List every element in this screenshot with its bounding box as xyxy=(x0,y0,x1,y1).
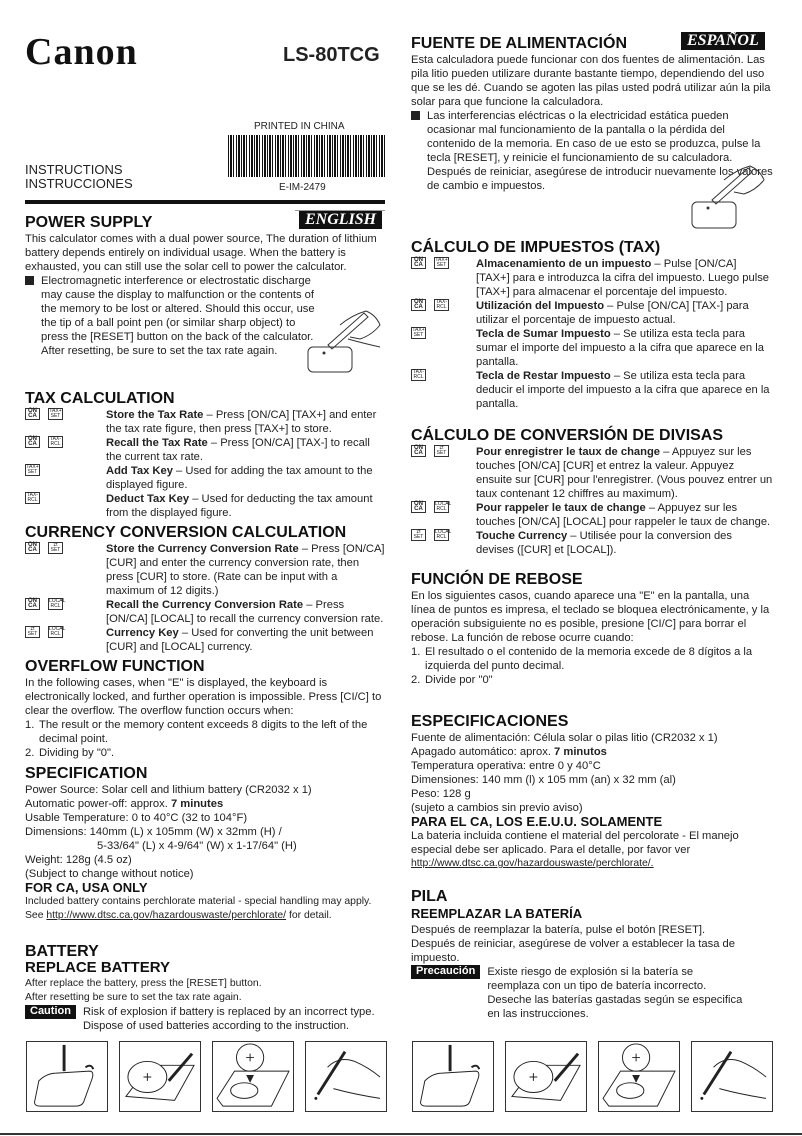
power-supply-section-es: FUENTE DE ALIMENTACIÓN Esta calculadora puede funcionar con dos fuentes de alimentación. Las pila litio pueden utilizare durante bastante tiempo, dependiendo del uso que se les dé. Cuando se agoten las pilas usted podrá utilizar aún la pila solar para que funcione la calculadora. Las interferencias eléctricas o la electricidad estática pueden ocasionar mal funcionamiento de la pantalla o la pérdida del contenido de la memoria. En caso de ue esto se produzca, pulse la tecla [RESET], y reinicie el funcionamiento de su calculadora. Después de reiniciar, asegúrese de introducir nuevamente los valores de cambio e impuestos. xyxy=(411,35,773,192)
perchlorate-link[interactable]: http://www.dtsc.ca.gov/hazardouswaste/perchlorate/. xyxy=(411,858,654,869)
currency-key-icon: ⇄ SET xyxy=(48,542,63,554)
caution-note: Caution Risk of explosion if battery is replaced by an incorrect type. Dispose of used batteries according to the instruction. xyxy=(25,1005,385,1033)
battery-steps-en xyxy=(26,1041,387,1112)
section-title: BATTERY xyxy=(25,943,99,960)
section-title: OVERFLOW FUNCTION xyxy=(25,658,205,675)
instructions-es: INSTRUCCIONES xyxy=(25,176,133,191)
remove-screw-icon xyxy=(26,1041,108,1112)
currency-section-es xyxy=(411,428,773,557)
currency-item-recall: ON CA LOCAL RCL Pour rappeler le taux de change – Appuyez sur les touches [ON/CA] [LOCAL] pour rappeler le taux de change. xyxy=(411,501,773,529)
tax-minus-key-icon: TAX- RCL xyxy=(435,299,448,310)
section-title: ESPECIFICACIONES xyxy=(411,713,569,730)
battery-section-es: PILA REEMPLAZAR LA BATERÍA Después de reemplazar la batería, pulse el botón [RESET]. Después de reiniciar, asegúrese de volver a establecer la tasa de impuesto. Precaución Existe riesgo de explosión si la batería se reemplaza con un tipo de batería incorrecto. Deseche las baterías gastadas según se especifica en las instrucciones. xyxy=(411,889,773,1021)
tax-plus-key-icon: TAX+ SET xyxy=(49,408,62,419)
tax-plus-key-icon: TAX+ SET xyxy=(412,327,425,338)
currency-key-icon: ⇄ SET xyxy=(434,445,449,457)
section-title: FUENTE DE ALIMENTACIÓN xyxy=(411,35,627,52)
section-title: SPECIFICATION xyxy=(25,765,148,782)
tax-calculation-section-en xyxy=(25,391,385,520)
tax-minus-key-icon: TAX- RCL xyxy=(412,369,425,380)
local-key-icon: LOCAL RCL xyxy=(49,598,66,609)
on-ca-key-icon: ON CA xyxy=(25,598,40,610)
tax-plus-key-icon: TAX+ SET xyxy=(435,257,448,268)
on-ca-key-icon: ON CA xyxy=(25,436,40,448)
currency-item-key: ⇄ SET LOCAL RCL Touche Currency – Utilisée pour la conversion des devises ([CUR] et [LOCAL]). xyxy=(411,529,773,557)
tax-minus-key-icon: TAX- RCL xyxy=(49,436,62,447)
section-title: PILA xyxy=(411,888,448,905)
section-title: CURRENCY CONVERSION CALCULATION xyxy=(25,524,347,541)
section-title: POWER SUPPLY xyxy=(25,214,153,231)
specification-section-en: SPECIFICATION Power Source: Solar cell and lithium battery (CR2032 x 1) Automatic power-off: approx. 7 minutes Usable Temperature: 0 to 40°C (32 to 104°F) Dimensions: 140mm (L) x 105mm (W) x 32mm (H) / 5-33/64" (L) x 4-9/64" (W) x 1-17/64" (H) Weight: 128g (4.5 oz) (Subject to change without notice) FOR CA, USA ONLY Included battery contains perchlorate material - special handling may apply. See http://www.dtsc.ca.gov/hazardouswaste/perchlorate/ for detail. xyxy=(25,766,385,923)
remove-old-battery-icon xyxy=(119,1041,201,1112)
currency-key-icon: ⇄ SET xyxy=(25,626,40,638)
tax-plus-key-icon: TAX+ SET xyxy=(26,464,39,475)
on-ca-key-icon: ON CA xyxy=(25,542,40,554)
on-ca-key-icon: ON CA xyxy=(25,408,40,420)
on-ca-key-icon: ON CA xyxy=(411,257,426,269)
caution-badge: Precaución xyxy=(411,965,480,979)
insert-new-battery-icon xyxy=(212,1041,294,1112)
document-code: E-IM-2479 xyxy=(279,182,326,193)
overflow-list-item: 2. Divide por "0" xyxy=(411,674,493,686)
currency-item-key: ⇄ SET LOCAL RCL Currency Key – Used for converting the unit between [CUR] and [LOCAL] currency. xyxy=(25,626,385,654)
tax-item-recall: ON CA TAX- RCL Utilización del Impuesto – Pulse [ON/CA] [TAX-] para utilizar el porcentaje de impuesto actual. xyxy=(411,299,773,327)
overflow-section-en xyxy=(25,659,385,760)
reset-note: Las interferencias eléctricas o la electricidad estática pueden ocasionar mal funcionamiento de la pantalla o la pérdida del contenido de la memoria. En caso de ue esto se produzca, pulse la tecla [RESET], y reinicie el funcionamiento de su calculadora. Después de reiniciar, asegúrese de introducir nuevamente los valores de cambio e impuestos. xyxy=(411,109,773,193)
header-divider xyxy=(25,200,385,204)
currency-item-recall: ON CA LOCAL RCL Recall the Currency Conversion Rate – Press [ON/CA] [LOCAL] to recall the currency conversion rate. xyxy=(25,598,385,626)
on-ca-key-icon: ON CA xyxy=(411,299,426,311)
battery-steps-es xyxy=(412,1041,773,1112)
tax-item-store: ON CA TAX+ SET Store the Tax Rate – Press [ON/CA] [TAX+] and enter the tax rate figure, then press [TAX+] to store. xyxy=(25,408,385,436)
tax-item-add: TAX+ SET Add Tax Key – Used for adding the tax amount to the displayed figure. xyxy=(26,464,373,491)
press-reset-icon xyxy=(305,1041,387,1112)
currency-item-store: ON CA ⇄ SET Store the Currency Conversion Rate – Press [ON/CA] [CUR] and enter the currency conversion rate, then press [CUR] to store. (Rate can be input with a maximum of 12 digits.) xyxy=(25,542,385,598)
caution-note: Precaución Existe riesgo de explosión si la batería se reemplaza con un tipo de batería incorrecto. Deseche las baterías gastadas según se especifica en las instrucciones. xyxy=(411,965,773,1021)
specification-section-es: ESPECIFICACIONES Fuente de alimentación: Célula solar o pilas litio (CR2032 x 1) Apagado automático: aprox. 7 minutos Temperatura operativa: entre 0 y 40°C Dimensiones: 140 mm (l) x 105 mm (an) x 32 mm (al) Peso: 128 g (sujeto a cambios sin previo aviso) PARA EL CA, LOS E.E.U.U. SOLAMENTE La bateria incluida contiene el material del percolorate - El manejo especial debe ser aplicado. Para el detalle, por favor ver http://www.dtsc.ca.gov/hazardouswaste/perchlorate/. xyxy=(411,714,773,871)
press-reset-icon xyxy=(691,1041,773,1112)
instructions-title xyxy=(25,163,133,191)
battery-section-en: BATTERY REPLACE BATTERY After replace the battery, press the [RESET] button. After resetting be sure to set the tax rate again. Caution Risk of explosion if battery is replaced by an incorrect type. Dispose of used batteries according to the instruction. xyxy=(25,944,385,1033)
remove-screw-icon xyxy=(412,1041,494,1112)
bullet-square-icon xyxy=(411,111,420,120)
english-badge: ENGLISH xyxy=(299,211,382,229)
currency-key-icon: ⇄ SET xyxy=(411,529,426,541)
overflow-list-item: 1. The result or the memory content exceeds 8 digits to the left of the decimal point. xyxy=(25,719,368,745)
tax-minus-key-icon: TAX- RCL xyxy=(26,492,39,503)
printed-in-label: PRINTED IN CHINA xyxy=(254,121,345,132)
tax-item-store: ON CA TAX+ SET Almacenamiento de un impuesto – Pulse [ON/CA] [TAX+] para e introduzca la cifra del impuesto. Luego pulse [TAX+] para almacenar el porcentaje del impuesto. xyxy=(411,257,773,299)
section-title: FUNCIÓN DE REBOSE xyxy=(411,571,583,588)
local-key-icon: LOCAL RCL xyxy=(435,529,452,540)
tax-calculation-section-es xyxy=(411,240,773,411)
brand-logo: Canon xyxy=(25,31,138,73)
on-ca-key-icon: ON CA xyxy=(411,501,426,513)
spanish-badge: ESPAÑOL xyxy=(681,32,765,50)
local-key-icon: LOCAL RCL xyxy=(49,626,66,637)
tax-item-recall: ON CA TAX- RCL Recall the Tax Rate – Press [ON/CA] [TAX-] to recall the current tax rate. xyxy=(25,436,385,464)
tax-item-deduct: TAX- RCL Tecla de Restar Impuesto – Se utiliza esta tecla para deducir el importe del impuesto a la cifra que aparece en la pantalla. xyxy=(412,369,770,410)
currency-section-en xyxy=(25,525,385,654)
currency-item-store: ON CA ⇄ SET Pour enregistrer le taux de change – Appuyez sur les touches [ON/CA] [CUR] et entrez la valeur. Appuyez ensuite sur [CUR] pour l'enregistrer. (Vous pouvez entrer un taux contenant 12 chiffres au maximum). xyxy=(411,445,773,501)
reset-pen-illustration-icon xyxy=(688,160,768,230)
tax-item-deduct: TAX- RCL Deduct Tax Key – Used for deducting the tax amount from the displayed figure. xyxy=(26,492,373,519)
section-title: TAX CALCULATION xyxy=(25,390,175,407)
model-number: LS-80TCG xyxy=(283,44,380,66)
section-title: CÁLCULO DE IMPUESTOS (TAX) xyxy=(411,239,661,256)
caution-badge: Caution xyxy=(25,1005,76,1019)
reset-note: Electromagnetic interference or electrostatic discharge may cause the display to malfunction or the contents of the memory to be lost or altered. Should this occur, use the tip of a ball point pen (or similar sharp object) to press the [RESET] button on the back of the calculator. After resetting, be sure to set the tax rate again. xyxy=(25,274,385,358)
remove-old-battery-icon xyxy=(505,1041,587,1112)
tax-item-add: TAX+ SET Tecla de Sumar Impuesto – Se utiliza esta tecla para sumar el importe del impuesto a la cifra que aparece en la pantalla. xyxy=(412,327,764,368)
reset-pen-illustration-icon xyxy=(302,307,382,375)
bullet-square-icon xyxy=(25,276,34,285)
perchlorate-link[interactable]: http://www.dtsc.ca.gov/hazardouswaste/perchlorate/ xyxy=(46,910,287,921)
page-bottom-rule xyxy=(0,1133,802,1135)
overflow-section-es: FUNCIÓN DE REBOSE En los siguientes casos, cuando aparece una "E" en la pantalla, una línea de puntos es impresa, el teclado se bloquea electrónicamente, y la operación subsiguiente no es posible, presione [CI/C] para borrar el rebose. La función de rebose ocurre cuando: 1. El resultado o el contenido de la memoria excede de 8 dígitos a la izquierda del punto decimal. 2. Divide por "0" xyxy=(411,572,773,687)
barcode xyxy=(228,135,385,177)
overflow-list-item: 1. El resultado o el contenido de la memoria excede de 8 dígitos a la izquierda del punto decimal. xyxy=(411,646,753,672)
power-body: This calculator comes with a dual power source, The duration of lithium battery depends entirely on individual usage. When the battery is exhausted, you can still use the solar cell to power the calculator. xyxy=(25,233,377,273)
insert-new-battery-icon xyxy=(598,1041,680,1112)
overflow-list-item: 2. Dividing by "0". xyxy=(25,747,115,759)
on-ca-key-icon: ON CA xyxy=(411,445,426,457)
section-title: CÁLCULO DE CONVERSIÓN DE DIVISAS xyxy=(411,427,724,444)
instructions-en: INSTRUCTIONS xyxy=(25,162,123,177)
local-key-icon: LOCAL RCL xyxy=(435,501,452,512)
overflow-body: In the following cases, when "E" is displayed, the keyboard is electronically locked, and further operation is impossible. Press [CI/C] to clear the overflow. The overflow function occurs when: xyxy=(25,677,382,717)
